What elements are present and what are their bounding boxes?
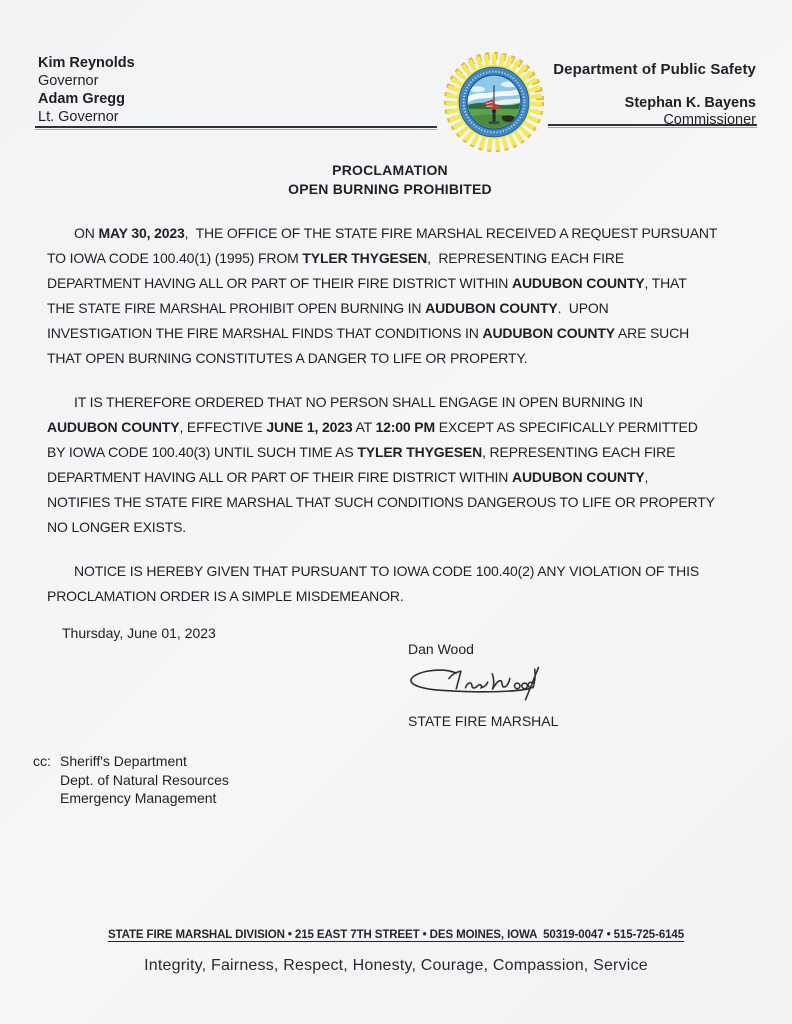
cc-label: cc: xyxy=(33,753,51,769)
title-line-1: PROCLAMATION xyxy=(332,162,448,178)
division-address-line: STATE FIRE MARSHAL DIVISION • 215 EAST 7TH STREET • DES MOINES, IOWA 50319-0047 • 515-725-6145 xyxy=(107,929,685,941)
letterhead-rule-right xyxy=(548,124,757,128)
lt-governor-name: Adam Gregg xyxy=(38,91,126,107)
department-name: Department of Public Safety xyxy=(553,61,756,78)
lt-governor-title: Lt. Governor xyxy=(38,109,119,125)
paragraph-request: ON MAY 30, 2023, THE OFFICE OF THE STATE FIRE MARSHAL RECEIVED A REQUEST PURSUANT TO IOWA CODE 100.40(1) (1995) FROM TYLER THYGESEN, REPRESENTING EACH FIRE DEPARTMENT HAVING ALL OR PART OF THEIR FIRE DISTRICT WITHIN AUDUBON COUNTY, THAT THE STATE FIRE MARSHAL PROHIBIT OPEN BURNING IN AUDUBON COUNTY. UPON INVESTIGATION THE FIRE MARSHAL FINDS THAT CONDITIONS IN AUDUBON COUNTY ARE SUCH THAT OPEN BURNING CONSTITUTES A DANGER TO LIFE OR PROPERTY. xyxy=(47,225,718,366)
letterhead-rule-left xyxy=(35,126,437,130)
dps-seal-icon xyxy=(440,48,548,156)
letterhead-right xyxy=(553,61,756,129)
cc-items xyxy=(60,752,229,808)
commissioner-title: Commissioner xyxy=(663,112,756,128)
cc-list xyxy=(33,752,229,808)
letterhead-left xyxy=(38,54,135,126)
proclamation-title xyxy=(0,161,780,198)
governor-title: Governor xyxy=(38,73,99,89)
cc-item: Dept. of Natural Resources xyxy=(60,771,229,788)
date-line: Thursday, June 01, 2023 xyxy=(62,625,216,641)
commissioner-name: Stephan K. Bayens xyxy=(624,95,756,111)
title-line-2: OPEN BURNING PROHIBITED xyxy=(288,180,492,197)
paragraph-order: IT IS THEREFORE ORDERED THAT NO PERSON SHALL ENGAGE IN OPEN BURNING IN AUDUBON COUNTY, EFFECTIVE JUNE 1, 2023 AT 12:00 PM EXCEPT AS SPECIFICALLY PERMITTED BY IOWA CODE 100.40(3) UNTIL SUCH TIME AS TYLER THYGESEN, REPRESENTING EACH FIRE DEPARTMENT HAVING ALL OR PART OF THEIR FIRE DISTRICT WITHIN AUDUBON COUNTY, NOTIFIES THE STATE FIRE MARSHAL THAT SUCH CONDITIONS DANGEROUS TO LIFE OR PROPERTY NO LONGER EXISTS. xyxy=(47,394,715,535)
governor-name: Kim Reynolds xyxy=(38,55,135,71)
cc-item: Emergency Management xyxy=(60,790,217,806)
handwritten-signature-icon xyxy=(402,661,542,709)
signer-printed-name: Dan Wood xyxy=(408,641,474,657)
cc-item: Sheriff's Department xyxy=(60,753,187,769)
signer-title: STATE FIRE MARSHAL xyxy=(408,713,559,729)
signature-block xyxy=(408,641,558,730)
proclamation-body xyxy=(47,221,780,628)
department-motto: Integrity, Fairness, Respect, Honesty, Courage, Compassion, Service xyxy=(144,957,648,974)
paragraph-notice: NOTICE IS HEREBY GIVEN THAT PURSUANT TO IOWA CODE 100.40(2) ANY VIOLATION OF THIS PROCLAMATION ORDER IS A SIMPLE MISDEMEANOR. xyxy=(47,563,700,604)
